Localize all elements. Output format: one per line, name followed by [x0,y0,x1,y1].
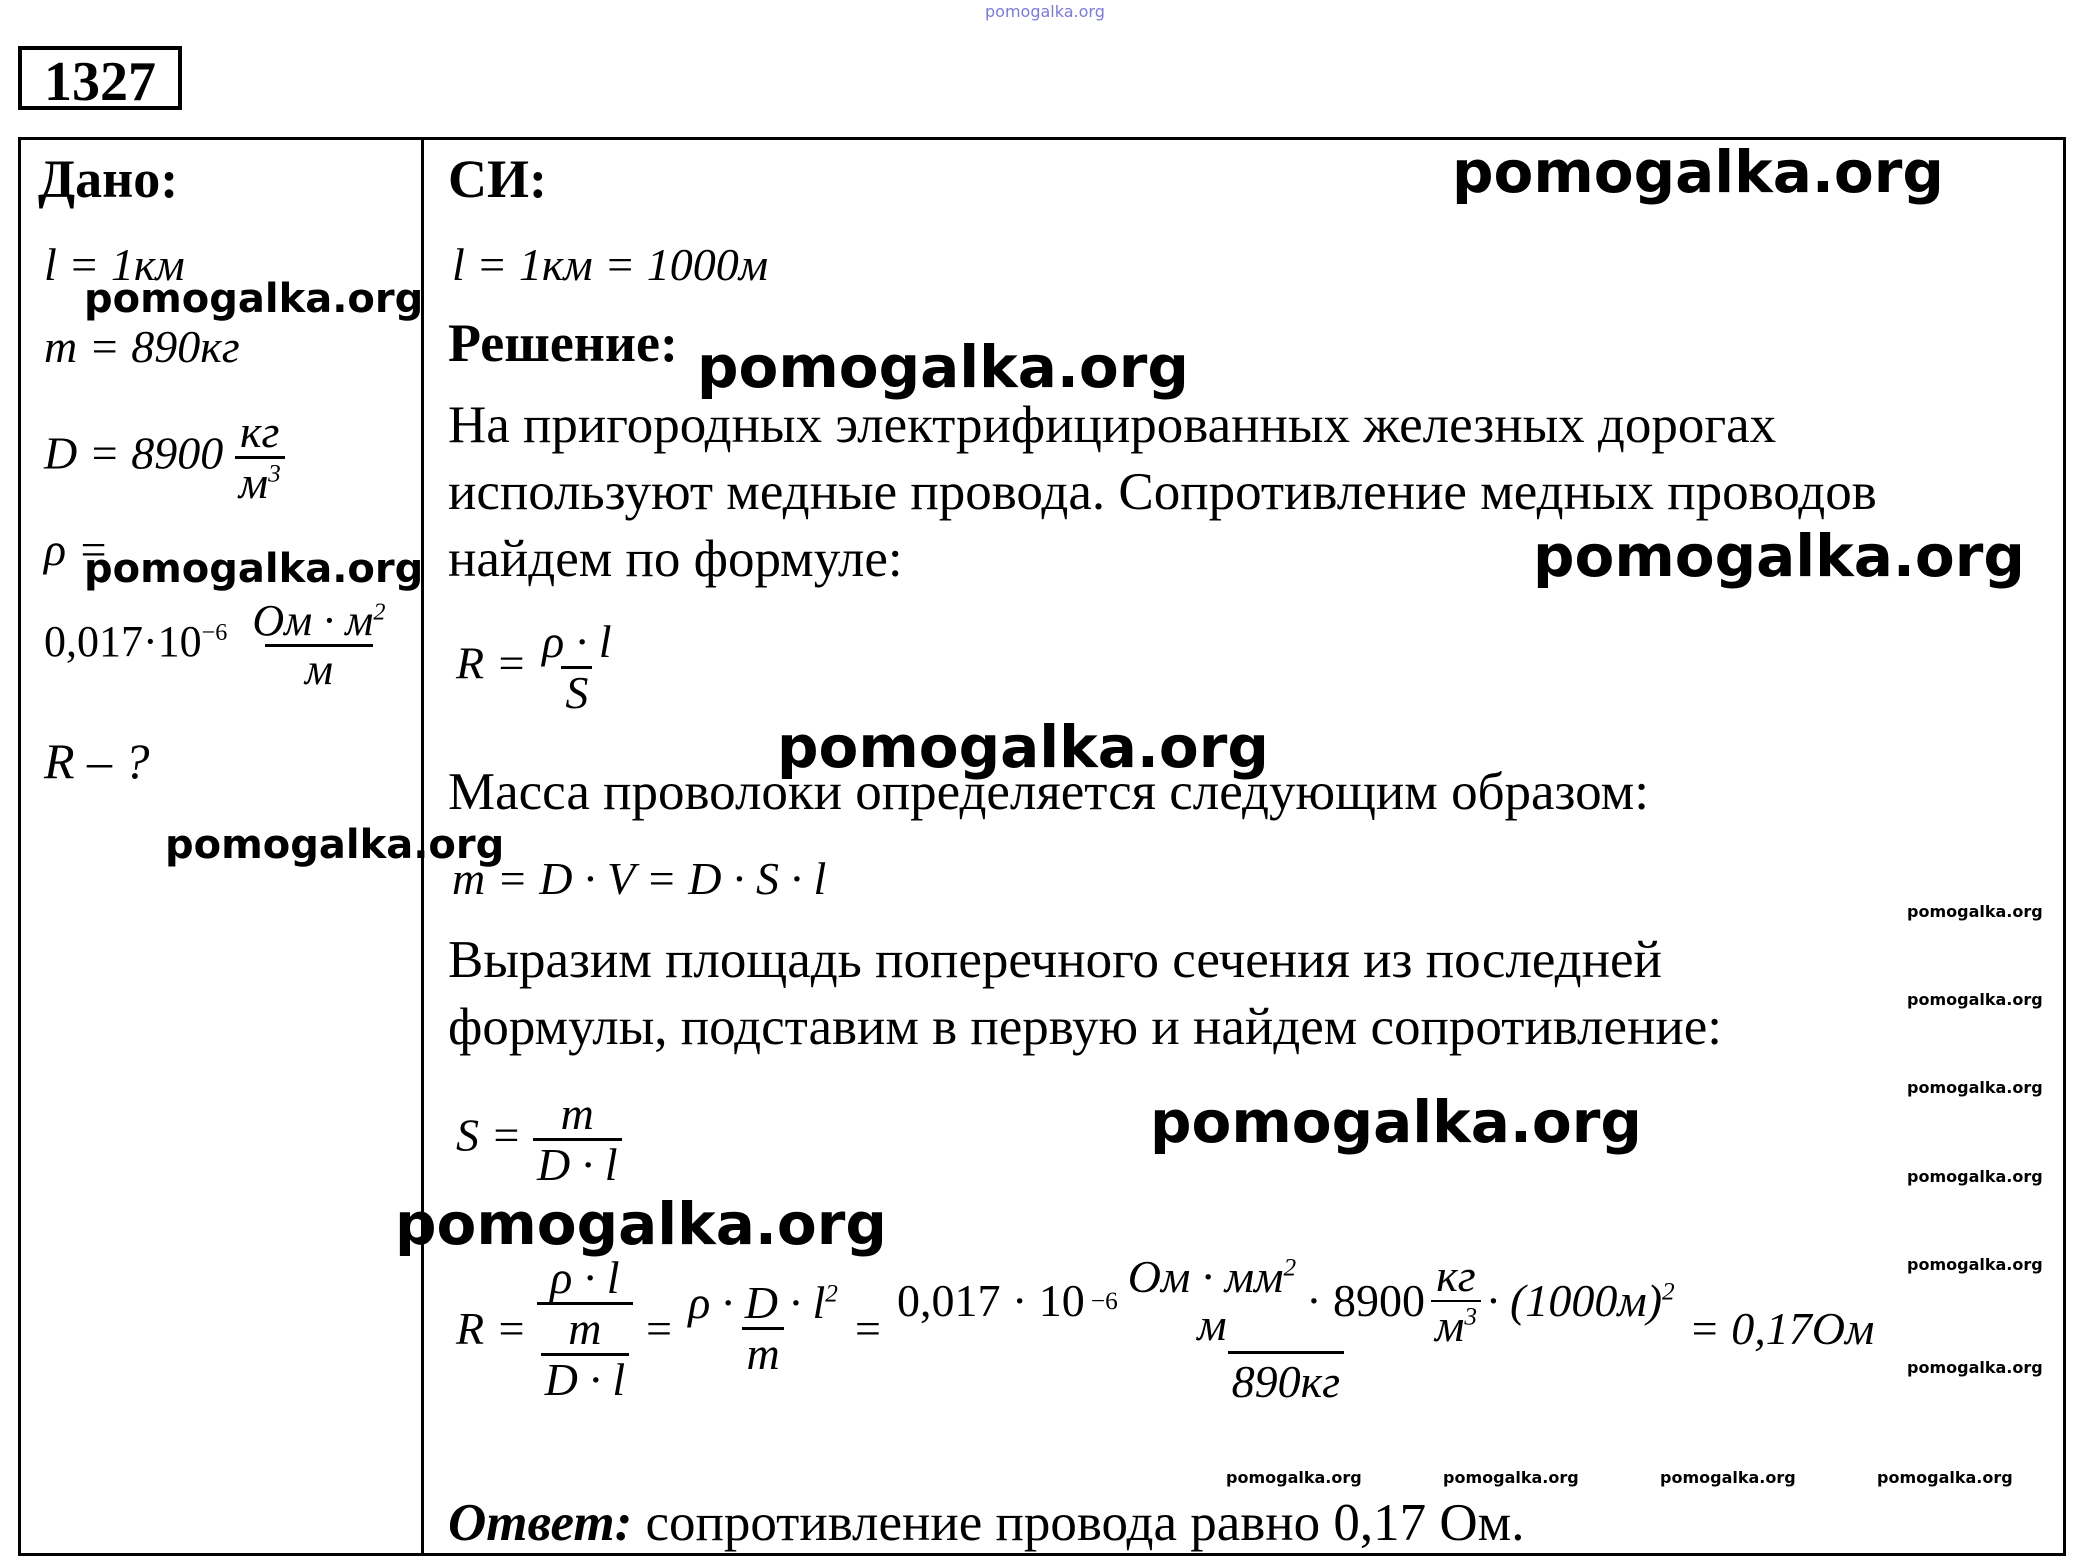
watermark: pomogalka.org [777,713,1269,781]
si-length: l = 1км = 1000м [452,239,769,290]
watermark: pomogalka.org [395,1190,887,1258]
watermark: pomogalka.org [1907,1167,2043,1186]
watermark: pomogalka.org [1907,902,2043,921]
watermark: pomogalka.org [1907,1255,2043,1274]
given-resistivity-lhs: ρ = [44,524,109,575]
watermark: pomogalka.org [1226,1468,1362,1487]
final-frac-c: 0,017 · 10 −6 Ом · $мм^2$ м · 8900 $\frac{кг}{м^3}$ · $(1000м)^2$ 890кг [896,1250,1675,1407]
formula-mass: m = D · V = D · S · l [452,853,827,904]
density-unit-num: кг [240,406,280,457]
formula-final: R = $\frac{\rho \cdot l}{\frac{m}{D \cdot l}}$ = $\frac{\rho \cdot D \cdot l^2}{m}$ = 0,017 · 10 −6 Ом · $мм^2$ м · 8900 $\frac{кг}{м^3}$ · $(1000м)^2$ 890кг = 0,17Ом [456,1250,1875,1407]
solution-para3-line2: формулы, подставим в первую и найдем сопротивление: [448,998,1722,1056]
answer-line [448,1493,1524,1553]
given-length: l = 1км [44,239,185,290]
final-frac-b: $\frac{\rho \cdot D \cdot l^2}{m}$ [688,1277,838,1380]
watermark: pomogalka.org [1150,1088,1642,1156]
problem-number: 1327 [18,46,182,110]
density-unit-den: $м^3$ [235,456,285,507]
given-resistivity-value: $0,017\cdot 10^{-6}$ $\frac{Ом \cdot м^2}{м}$ [44,598,389,693]
watermark: pomogalka.org [84,546,424,592]
watermark: pomogalka.org [1533,522,2025,590]
solution-para3-line1: Выразим площадь поперечного сечения из последней [448,931,1662,989]
given-mass: m = 890кг [44,321,240,372]
solution-para1-line2: используют медные провода. Сопротивление медных проводов [448,463,1877,521]
watermark: pomogalka.org [697,333,1189,401]
answer-text: сопротивление провода равно 0,17 Ом. [645,1494,1525,1552]
solution-para1-line1: На пригородных электрифицированных железных дорогах [448,396,1777,454]
si-header: СИ: [448,149,547,209]
formula-resistance: R = $\frac{\rho \cdot l}{S}$ [456,616,612,719]
solution-para2: Масса проволоки определяется следующим образом: [448,763,1649,821]
final-frac-a: $\frac{\rho \cdot l}{\frac{m}{D \cdot l}}$ [537,1254,634,1405]
watermark: pomogalka.org [165,822,505,868]
given-find: R – ? [44,733,150,789]
solution-header: Решение: [448,313,678,373]
resistivity-unit-fraction: $\frac{Ом \cdot м^2}{м}$ [252,596,386,695]
watermark: pomogalka.org [1907,990,2043,1009]
watermark: pomogalka.org [1907,1078,2043,1097]
watermark: pomogalka.org [1907,1358,2043,1377]
given-header: Дано: [38,149,179,209]
formula-area: S = $\frac{m}{D \cdot l}$ [456,1090,622,1190]
watermark: pomogalka.org [84,276,424,322]
answer-label: Ответ: [448,1494,633,1552]
given-density [44,408,285,508]
watermark: pomogalka.org [1877,1468,2013,1487]
density-unit-fraction [235,408,285,508]
watermark: pomogalka.org [1452,138,1944,206]
watermark: pomogalka.org [1443,1468,1579,1487]
watermark: pomogalka.org [1660,1468,1796,1487]
density-lhs: D = 8900 [44,427,224,479]
top-watermark: pomogalka.org [985,2,1105,21]
solution-para1-line3: найдем по формуле: [448,530,903,588]
